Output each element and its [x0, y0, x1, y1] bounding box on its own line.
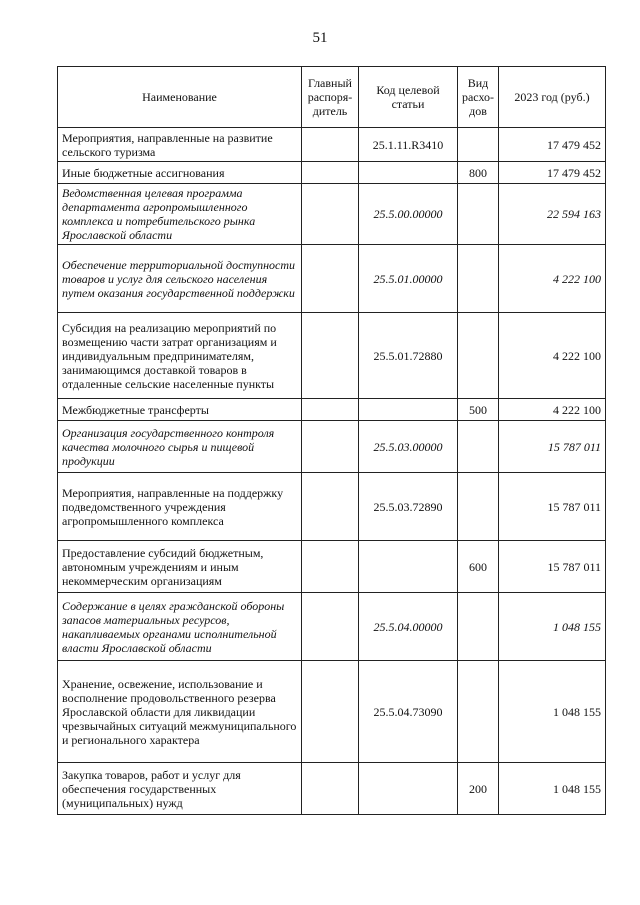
cell-amount: 17 479 452 — [499, 128, 606, 162]
cell-amount: 22 594 163 — [499, 184, 606, 245]
cell-expense-type — [458, 661, 499, 763]
cell-expense-type — [458, 184, 499, 245]
header-expense-type: Вид расхо-дов — [458, 67, 499, 128]
cell-expense-type — [458, 128, 499, 162]
cell-amount: 1 048 155 — [499, 763, 606, 815]
cell-target-code: 25.1.11.R3410 — [359, 128, 458, 162]
table-row — [58, 661, 606, 763]
cell-chief-administrator — [302, 162, 359, 184]
table-row — [58, 128, 606, 162]
cell-chief-administrator — [302, 184, 359, 245]
cell-amount: 17 479 452 — [499, 162, 606, 184]
table-row — [58, 162, 606, 184]
cell-amount: 4 222 100 — [499, 399, 606, 421]
cell-chief-administrator — [302, 313, 359, 399]
header-target-code: Код целевой статьи — [359, 67, 458, 128]
cell-target-code — [359, 763, 458, 815]
cell-expense-type: 800 — [458, 162, 499, 184]
table-row — [58, 541, 606, 593]
cell-amount: 1 048 155 — [499, 593, 606, 661]
table-body — [58, 128, 606, 815]
cell-target-code: 25.5.03.72890 — [359, 473, 458, 541]
table-row — [58, 473, 606, 541]
cell-chief-administrator — [302, 763, 359, 815]
cell-target-code: 25.5.00.00000 — [359, 184, 458, 245]
cell-expense-type: 600 — [458, 541, 499, 593]
table-row — [58, 184, 606, 245]
header-amount-2023: 2023 год (руб.) — [499, 67, 606, 128]
cell-chief-administrator — [302, 473, 359, 541]
table-row — [58, 593, 606, 661]
budget-table — [57, 66, 606, 815]
cell-expense-type — [458, 313, 499, 399]
header-name: Наименование — [58, 67, 302, 128]
cell-expense-type: 500 — [458, 399, 499, 421]
table-row — [58, 763, 606, 815]
table-row — [58, 313, 606, 399]
cell-target-code: 25.5.04.73090 — [359, 661, 458, 763]
cell-expense-type — [458, 593, 499, 661]
table-row — [58, 399, 606, 421]
cell-chief-administrator — [302, 593, 359, 661]
cell-amount: 4 222 100 — [499, 313, 606, 399]
header-chief-administrator: Главный распоря-дитель — [302, 67, 359, 128]
cell-chief-administrator — [302, 128, 359, 162]
cell-name: Иные бюджетные ассигнования — [58, 162, 302, 184]
cell-chief-administrator — [302, 245, 359, 313]
cell-expense-type: 200 — [458, 763, 499, 815]
cell-chief-administrator — [302, 421, 359, 473]
cell-amount: 4 222 100 — [499, 245, 606, 313]
cell-chief-administrator — [302, 399, 359, 421]
cell-name: Хранение, освежение, использование и восполнение продовольственного резерва Ярославской области для ликвидации чрезвычайных ситуаций межмуниципального и регионального характера — [58, 661, 302, 763]
cell-target-code — [359, 162, 458, 184]
cell-expense-type — [458, 245, 499, 313]
cell-chief-administrator — [302, 661, 359, 763]
cell-name: Мероприятия, направленные на поддержку подведомственного учреждения агропромышленного комплекса — [58, 473, 302, 541]
cell-expense-type — [458, 473, 499, 541]
cell-name: Обеспечение территориальной доступности товаров и услуг для сельского населения путем оказания государственной поддержки — [58, 245, 302, 313]
cell-target-code — [359, 541, 458, 593]
cell-target-code — [359, 399, 458, 421]
cell-name: Мероприятия, направленные на развитие сельского туризма — [58, 128, 302, 162]
page-number: 51 — [312, 30, 328, 46]
cell-amount: 1 048 155 — [499, 661, 606, 763]
cell-name: Ведомственная целевая программа департамента агропромышленного комплекса и потребительского рынка Ярославской области — [58, 184, 302, 245]
cell-name: Содержание в целях гражданской обороны запасов материальных ресурсов, накапливаемых органами исполнительной власти Ярославской области — [58, 593, 302, 661]
cell-name: Закупка товаров, работ и услуг для обеспечения государственных (муниципальных) нужд — [58, 763, 302, 815]
cell-target-code: 25.5.04.00000 — [359, 593, 458, 661]
cell-target-code: 25.5.03.00000 — [359, 421, 458, 473]
cell-target-code: 25.5.01.00000 — [359, 245, 458, 313]
cell-name: Предоставление субсидий бюджетным, автономным учреждениям и иным некоммерческим организациям — [58, 541, 302, 593]
cell-expense-type — [458, 421, 499, 473]
table-header-row — [58, 67, 606, 128]
table-row — [58, 421, 606, 473]
table-row — [58, 245, 606, 313]
cell-amount: 15 787 011 — [499, 421, 606, 473]
cell-amount: 15 787 011 — [499, 541, 606, 593]
cell-name: Межбюджетные трансферты — [58, 399, 302, 421]
cell-amount: 15 787 011 — [499, 473, 606, 541]
cell-name: Организация государственного контроля качества молочного сырья и пищевой продукции — [58, 421, 302, 473]
cell-target-code: 25.5.01.72880 — [359, 313, 458, 399]
cell-name: Субсидия на реализацию мероприятий по возмещению части затрат организациям и индивидуальным предпринимателям, занимающимся доставкой товаров в отдаленные сельские населенные пункты — [58, 313, 302, 399]
cell-chief-administrator — [302, 541, 359, 593]
